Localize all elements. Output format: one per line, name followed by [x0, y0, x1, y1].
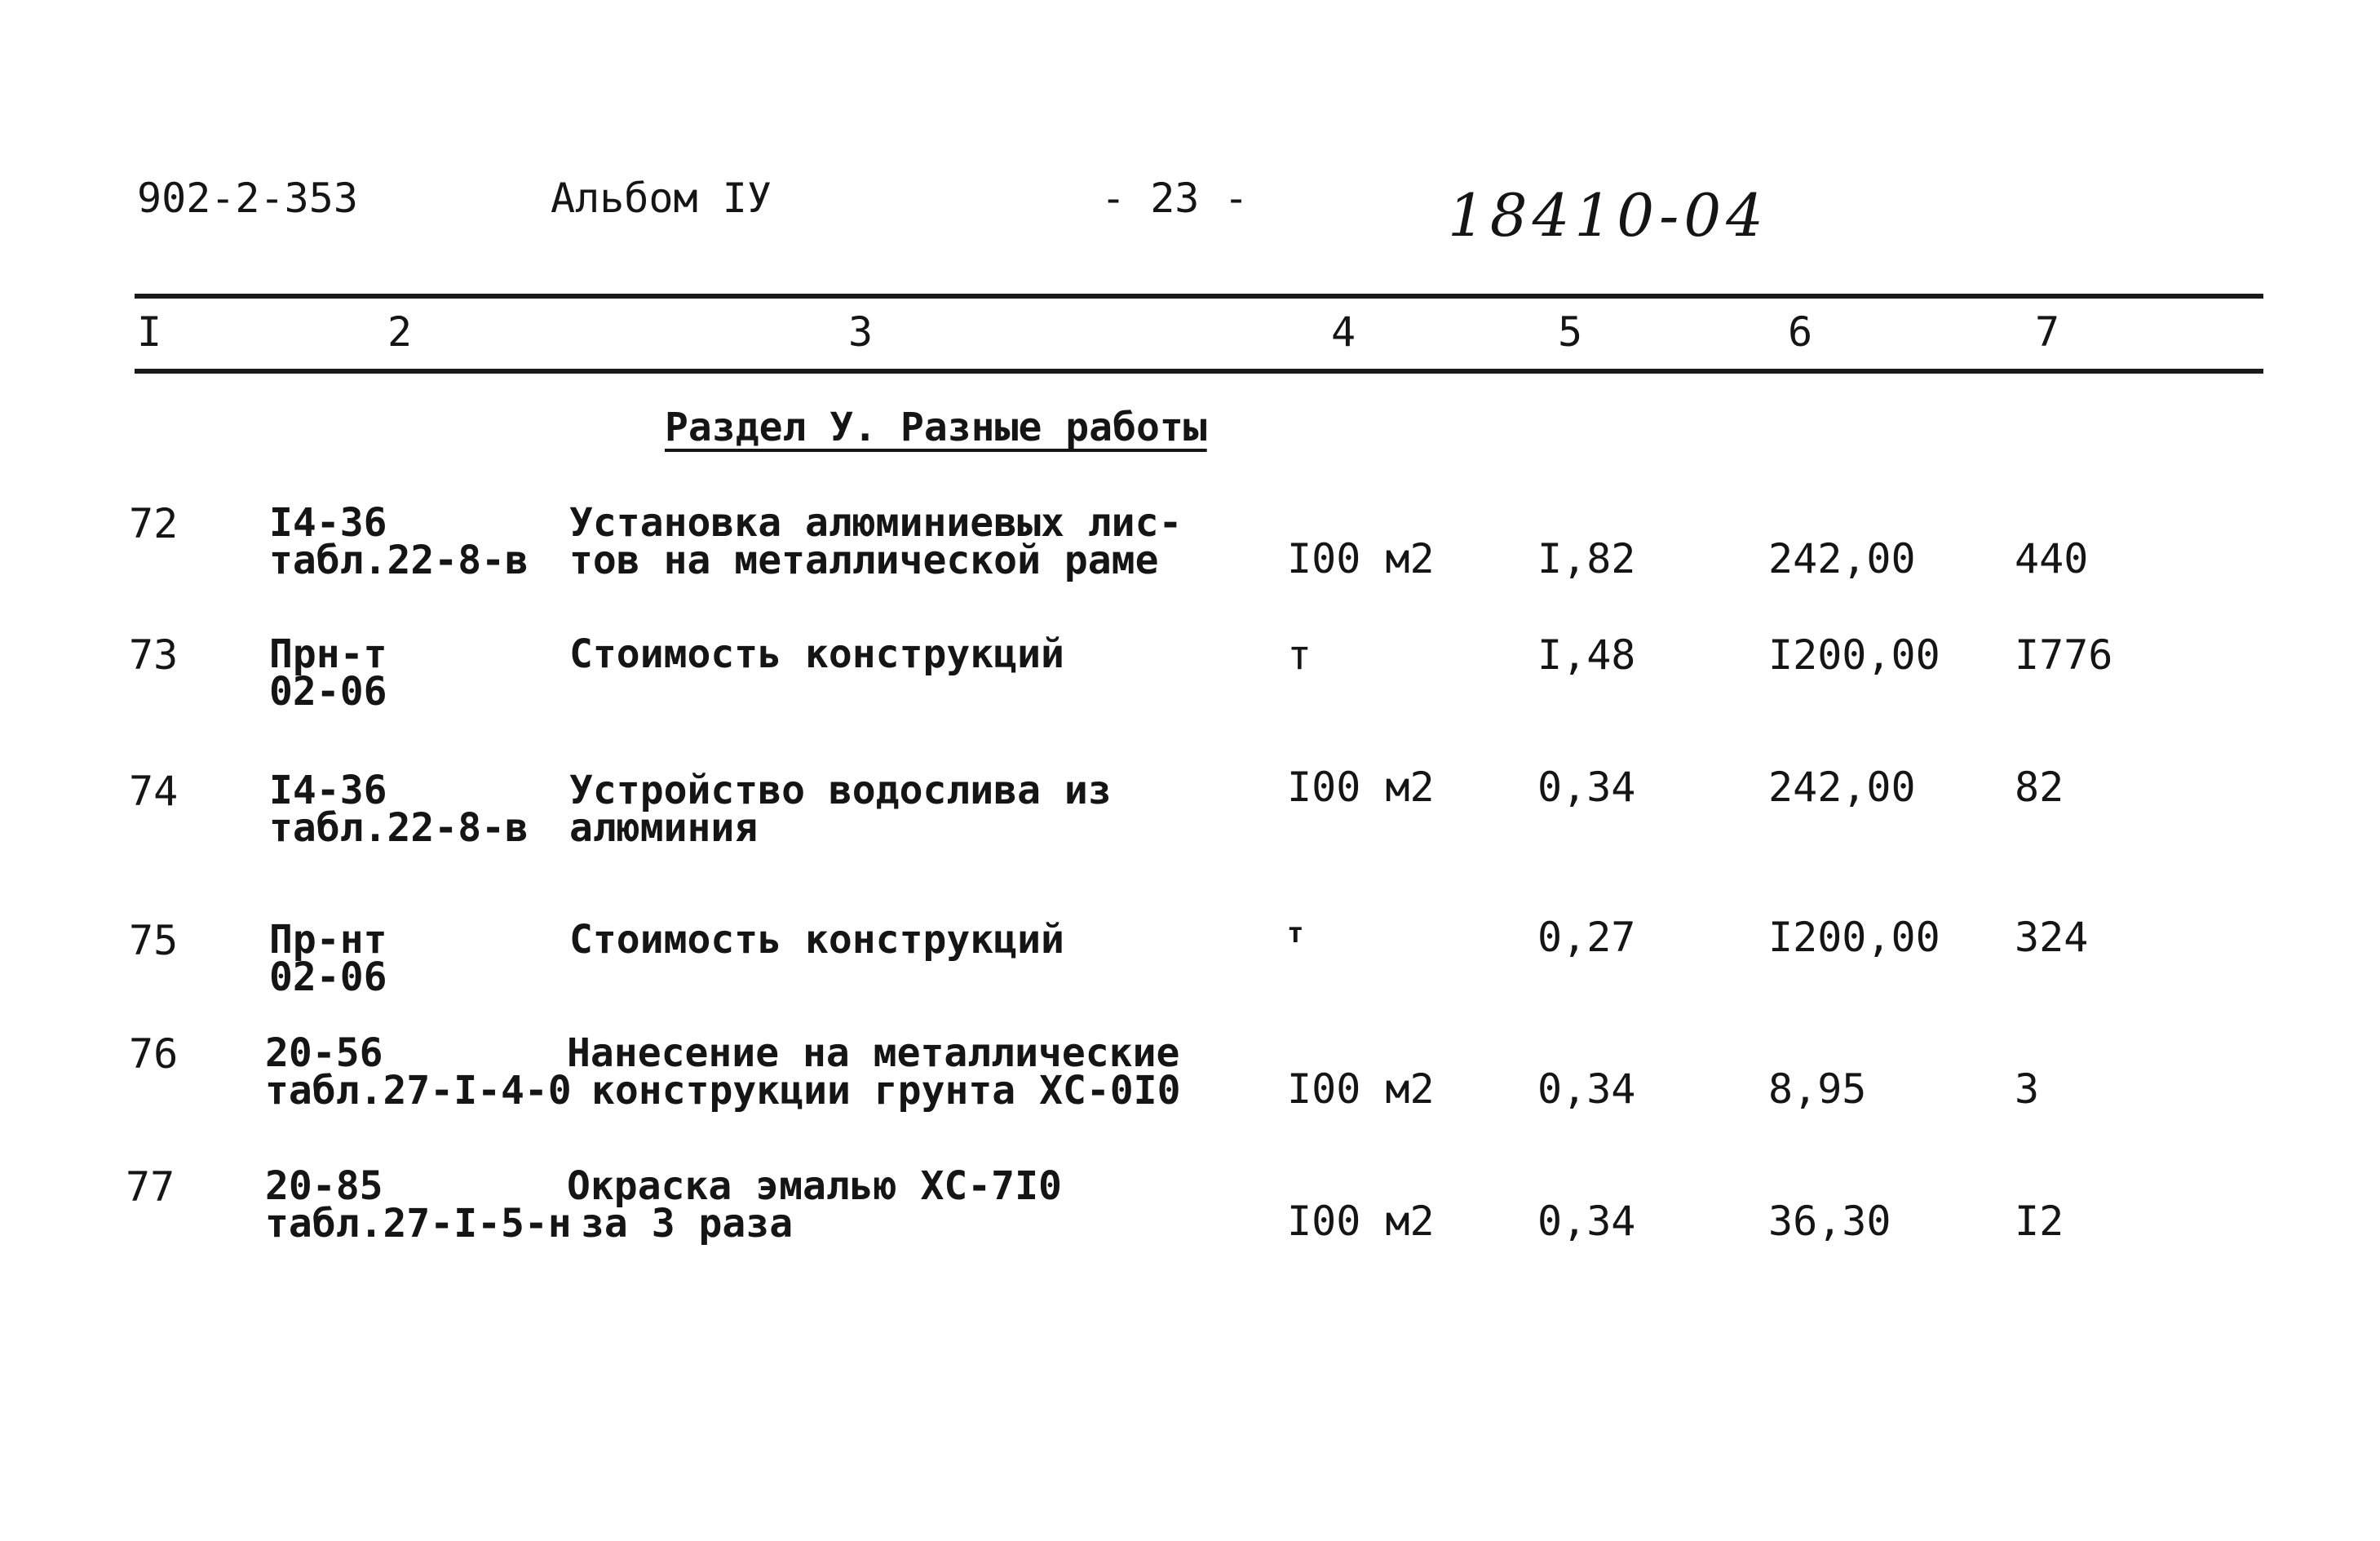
- row-ref-line: I4-36: [269, 768, 387, 813]
- row-desc-line: Стоимость конструкций: [569, 917, 1064, 963]
- section-title: Раздел У. Разные работы: [665, 405, 1207, 450]
- row-ref-line: I4-36: [269, 500, 387, 546]
- row-unit: I00 м2: [1287, 1065, 1435, 1113]
- row-desc-line: Нанесение на металлические: [567, 1030, 1180, 1076]
- row-unit-price: 242,00: [1768, 764, 1916, 811]
- row-desc-line: конструкции грунта ХС-0I0: [591, 1068, 1181, 1114]
- column-header-7: 7: [2035, 308, 2060, 356]
- row-desc-line: Установка алюминиевых лис-: [569, 500, 1183, 546]
- row-number: 77: [126, 1163, 175, 1211]
- table-header-rule: [135, 369, 2263, 374]
- handwritten-number: 18410-04: [1448, 181, 1768, 250]
- row-unit-price: 8,95: [1768, 1065, 1867, 1113]
- row-ref-line: табл.27-I-4-0: [265, 1068, 572, 1114]
- row-ref-line: табл.27-I-5-н: [265, 1201, 572, 1247]
- row-number: 75: [129, 917, 179, 964]
- row-unit: I00 м2: [1287, 764, 1435, 811]
- row-desc-line: за 3 раза: [581, 1201, 794, 1247]
- row-desc-line: тов на металлической раме: [569, 538, 1159, 583]
- row-ref-line: табл.22-8-в: [269, 805, 529, 851]
- row-ref-line: 02-06: [269, 954, 387, 1000]
- row-unit: I00 м2: [1287, 1198, 1435, 1245]
- row-quantity: 0,34: [1537, 764, 1636, 811]
- row-ref-line: Пр-нт: [269, 917, 387, 963]
- row-number: 74: [129, 768, 179, 815]
- page-number: - 23 -: [1101, 175, 1249, 222]
- row-quantity: I,48: [1537, 631, 1636, 679]
- row-unit-price: 242,00: [1768, 535, 1916, 582]
- document-code: 902-2-353: [137, 175, 358, 222]
- row-unit: т: [1287, 917, 1304, 950]
- column-header-2: 2: [387, 308, 413, 356]
- row-total: 3: [2015, 1065, 2040, 1113]
- row-ref-line: 20-56: [265, 1030, 383, 1076]
- row-desc-line: Окраска эмалью ХС-7I0: [567, 1163, 1062, 1209]
- column-header-6: 6: [1788, 308, 1813, 356]
- row-number: 73: [129, 631, 179, 679]
- row-quantity: I,82: [1537, 535, 1636, 582]
- row-total: 324: [2015, 914, 2089, 961]
- row-total: 440: [2015, 535, 2089, 582]
- row-desc-line: Стоимость конструкций: [569, 631, 1064, 677]
- row-unit-price: 36,30: [1768, 1198, 1891, 1245]
- column-header-4: 4: [1331, 308, 1356, 356]
- row-desc-line: алюминия: [569, 805, 759, 851]
- column-header-5: 5: [1558, 308, 1583, 356]
- row-unit: т: [1287, 631, 1312, 679]
- row-unit-price: I200,00: [1768, 631, 1940, 679]
- column-header-3: 3: [848, 308, 874, 356]
- row-ref-line: Прн-т: [269, 631, 387, 677]
- row-quantity: 0,27: [1537, 914, 1636, 961]
- row-number: 72: [129, 500, 179, 547]
- table-top-rule: [135, 294, 2263, 299]
- row-ref-line: табл.22-8-в: [269, 538, 529, 583]
- row-ref-line: 20-85: [265, 1163, 383, 1209]
- row-ref-line: 02-06: [269, 669, 387, 715]
- row-number: 76: [129, 1030, 179, 1078]
- row-quantity: 0,34: [1537, 1198, 1636, 1245]
- row-unit-price: I200,00: [1768, 914, 1940, 961]
- row-quantity: 0,34: [1537, 1065, 1636, 1113]
- row-total: I776: [2015, 631, 2113, 679]
- row-desc-line: Устройство водослива из: [569, 768, 1112, 813]
- row-total: I2: [2015, 1198, 2064, 1245]
- row-total: 82: [2015, 764, 2064, 811]
- album-label: Альбом IУ: [551, 175, 772, 222]
- column-header-1: I: [137, 308, 162, 356]
- row-unit: I00 м2: [1287, 535, 1435, 582]
